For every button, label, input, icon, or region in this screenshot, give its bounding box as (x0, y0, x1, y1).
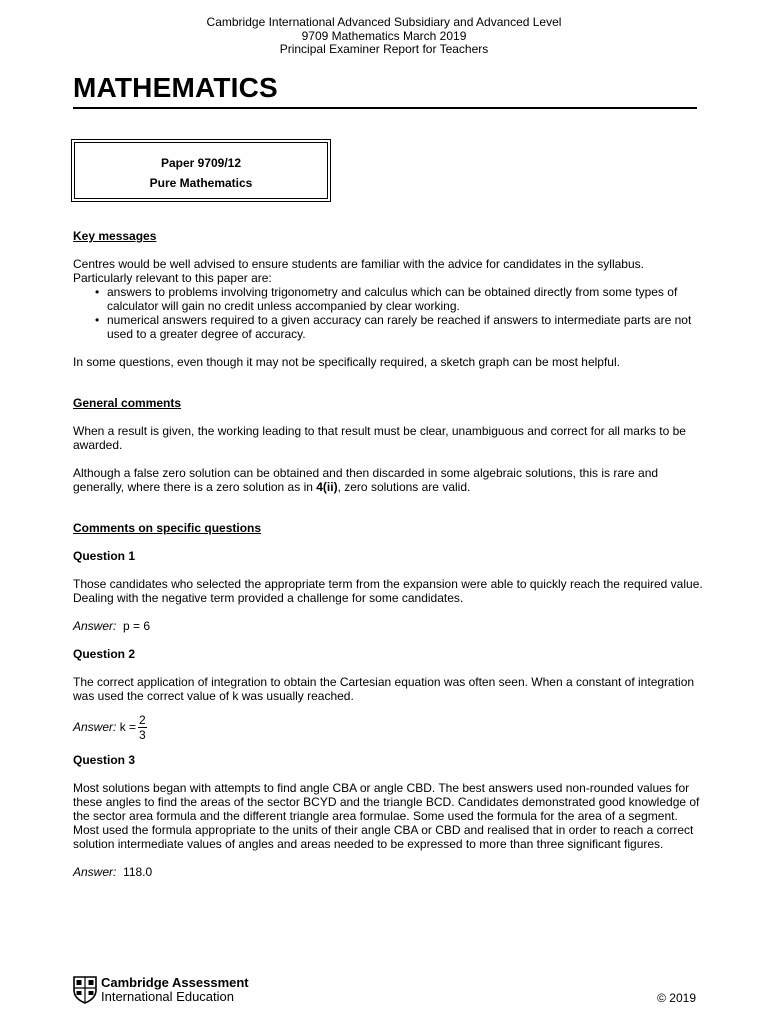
header-line-1: Cambridge International Advanced Subsidiary and Advanced Level (206, 15, 562, 29)
question-3-answer (73, 865, 703, 879)
question-2-heading: Question 2 (73, 647, 136, 661)
key-messages-closing: In some questions, even though it may not be specifically required, a sketch graph can be most helpful. (73, 355, 620, 369)
question-1-heading: Question 1 (73, 549, 136, 563)
report-body (73, 229, 703, 879)
list-item: • numerical answers required to a given accuracy can rarely be reached if answers to intermediate parts are not used to a greater degree of accuracy. (95, 313, 692, 341)
paper-info-box (71, 139, 331, 202)
question-2-text: The correct application of integration to obtain the Cartesian equation was often seen. When a constant of integration was used the correct value of k was usually reached. (73, 675, 695, 703)
specific-comments-heading: Comments on specific questions (73, 521, 262, 535)
answer-prefix: k = (119, 720, 137, 734)
question-1-answer (73, 619, 703, 633)
paper-info-inner (74, 142, 328, 199)
general-comments-para-2: Although a false zero solution can be obtained and then discarded in some algebraic solutions, this is rare and generally, where there is a zero solution as in 4(ii), zero solutions are valid. (73, 466, 659, 494)
bullet-icon: • (95, 313, 100, 327)
title-divider (73, 107, 697, 109)
bullet-icon: • (95, 285, 100, 299)
answer-value: 118.0 (123, 865, 153, 879)
answer-label: Answer: (73, 865, 117, 879)
question-2-answer (73, 711, 703, 743)
key-messages-list (73, 285, 703, 341)
fraction-numerator: 2 (139, 712, 146, 727)
question-ref: 4(ii) (316, 480, 338, 494)
fraction-denominator: 3 (139, 727, 146, 742)
page-title: MATHEMATICS (73, 72, 278, 103)
paper-name: Pure Mathematics (149, 176, 253, 190)
logo-line-1: Cambridge Assessment (101, 975, 249, 990)
answer-label: Answer: (73, 619, 117, 633)
question-3-heading: Question 3 (73, 753, 136, 767)
list-item: • answers to problems involving trigonometry and calculus which can be obtained directly from some types of calculator will gain no credit unless accompanied by clear working. (95, 285, 678, 313)
key-messages-heading: Key messages (73, 229, 157, 243)
answer-fraction (138, 713, 147, 742)
logo-line-2: International Education (101, 989, 234, 1004)
general-comments-para-1: When a result is given, the working leading to that result must be clear, unambiguous and correct for all marks to be awarded. (73, 424, 686, 452)
key-messages-intro: Centres would be well advised to ensure students are familiar with the advice for candidates in the syllabus. Particularly relevant to this paper are: (73, 257, 644, 285)
paper-code: Paper 9709/12 (160, 156, 242, 170)
copyright: © 2019 (657, 991, 696, 1005)
answer-value: p = 6 (123, 619, 151, 633)
question-3-text: Most solutions began with attempts to find angle CBA or angle CBD. The best answers used non-rounded values for these angles to find the areas of the sector BCYD and the triangle BCD. Candidates demonstrated good knowledge of the sector area formula and the different triangle area formulae. Some used the formula for the area of a segment. Most used the formula appropriate to the units of their angle CBA or CBD and realised that in order to reach a correct solution intermediate values of angles and areas needed to be expressed to more than three significant figures. (73, 781, 700, 851)
cambridge-logo (73, 975, 249, 1005)
cambridge-crest-icon (73, 976, 97, 1004)
general-comments-heading: General comments (73, 396, 182, 410)
report-header (0, 16, 768, 57)
question-1-text: Those candidates who selected the appropriate term from the expansion were able to quickly reach the required value. Dealing with the negative term provided a challenge for some candidates. (73, 577, 703, 605)
answer-label: Answer: (73, 720, 117, 734)
header-line-3: Principal Examiner Report for Teachers (279, 42, 489, 56)
header-line-2: 9709 Mathematics March 2019 (301, 28, 467, 43)
